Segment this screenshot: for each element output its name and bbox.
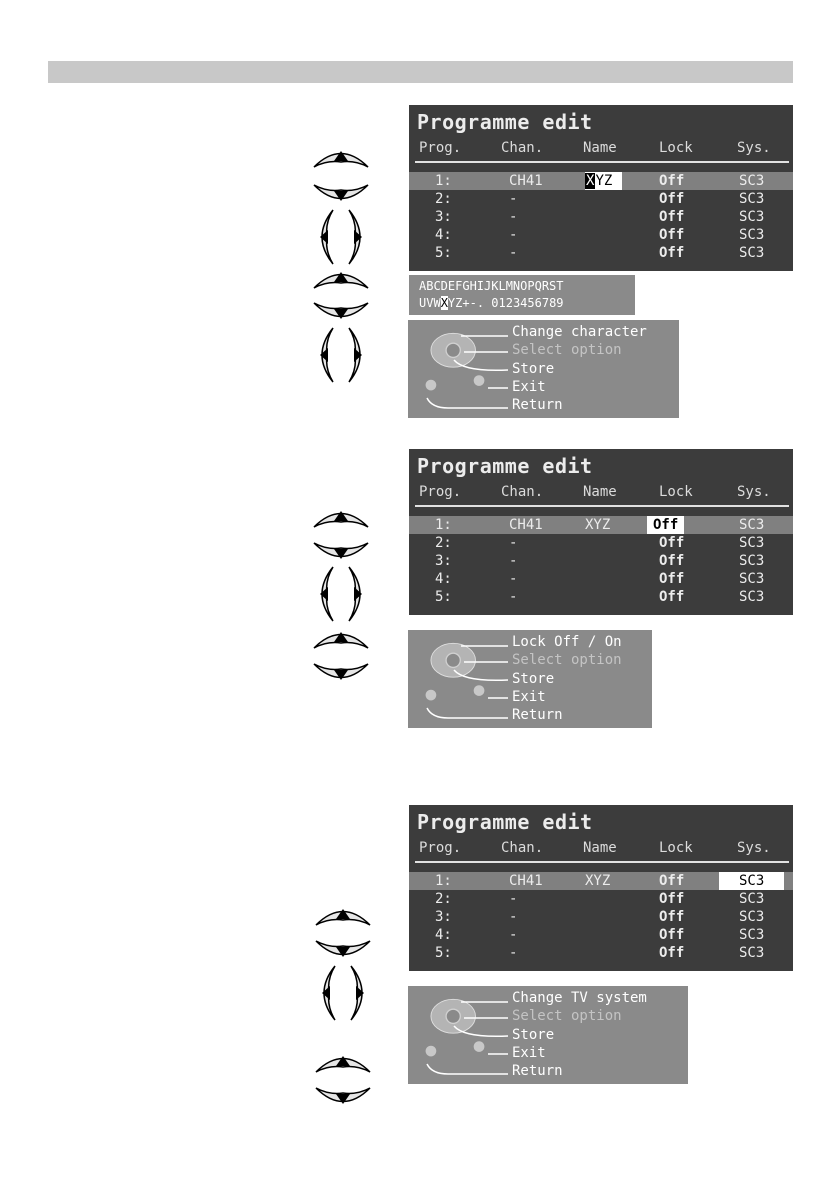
- row-chan: -: [509, 891, 518, 907]
- row-prog: 2:: [435, 891, 452, 907]
- programme-row-selected[interactable]: [409, 872, 793, 890]
- programme-row[interactable]: [409, 944, 793, 962]
- row-lock: Off: [659, 209, 685, 225]
- row-chan: CH41: [509, 173, 543, 189]
- down-arrow-icon[interactable]: [311, 178, 371, 208]
- row-lock: Off: [659, 891, 685, 907]
- help-return: Return: [512, 707, 563, 723]
- row-chan: -: [509, 535, 518, 551]
- remote-help-diagram: [408, 630, 518, 728]
- row-sys: SC3: [739, 927, 765, 943]
- programme-row[interactable]: [409, 588, 793, 606]
- help-store: Store: [512, 671, 555, 687]
- row-prog: 3:: [435, 209, 452, 225]
- help-store: Store: [512, 1027, 555, 1043]
- row-prog: 2:: [435, 191, 452, 207]
- row-prog: 5:: [435, 245, 452, 261]
- help-select: Select option: [512, 652, 622, 668]
- row-sys: SC3: [739, 245, 765, 261]
- name-field-selected[interactable]: [585, 172, 622, 190]
- programme-row[interactable]: [409, 570, 793, 588]
- help-exit: Exit: [512, 1045, 546, 1061]
- help-exit: Exit: [512, 689, 546, 705]
- row-prog: 1:: [435, 873, 452, 889]
- header-chan: Chan.: [501, 840, 544, 856]
- header-divider: [415, 505, 789, 507]
- header-prog: Prog.: [419, 840, 462, 856]
- osd-title: Programme edit: [417, 454, 593, 478]
- row-lock: Off: [659, 945, 685, 961]
- header-chan: Chan.: [501, 484, 544, 500]
- remote-help-diagram: [408, 320, 518, 418]
- row-lock: Off: [659, 173, 685, 189]
- down-arrow-icon[interactable]: [311, 296, 371, 326]
- row-sys: SC3: [739, 209, 765, 225]
- row-lock: Off: [659, 553, 685, 569]
- down-arrow-icon[interactable]: [313, 934, 373, 964]
- programme-row[interactable]: [409, 208, 793, 226]
- row-chan: -: [509, 571, 518, 587]
- left-right-arrow-icon[interactable]: [311, 207, 371, 267]
- header-lock: Lock: [659, 140, 693, 156]
- charset-after: YZ+-. 0123456789: [447, 296, 564, 310]
- row-chan: -: [509, 589, 518, 605]
- up-arrow-icon[interactable]: [313, 1049, 373, 1079]
- row-sys: SC3: [739, 891, 765, 907]
- row-lock: Off: [659, 873, 685, 889]
- programme-row-selected[interactable]: [409, 516, 793, 534]
- row-prog: 4:: [435, 227, 452, 243]
- header-name: Name: [583, 484, 617, 500]
- programme-row-selected[interactable]: [409, 172, 793, 190]
- help-store: Store: [512, 361, 555, 377]
- help-panel: [408, 986, 688, 1084]
- header-sys: Sys.: [737, 484, 771, 500]
- row-prog: 4:: [435, 571, 452, 587]
- cursor-char: X: [586, 173, 595, 189]
- help-select: Select option: [512, 1008, 622, 1024]
- row-lock: Off: [659, 227, 685, 243]
- row-sys: SC3: [739, 227, 765, 243]
- name-rest: YZ: [595, 173, 613, 189]
- row-prog: 4:: [435, 927, 452, 943]
- remote-help-diagram: [408, 986, 518, 1084]
- header-sys: Sys.: [737, 140, 771, 156]
- up-arrow-icon[interactable]: [311, 265, 371, 295]
- row-sys: SC3: [739, 571, 765, 587]
- row-sys: SC3: [739, 945, 765, 961]
- column-headers: [409, 839, 793, 857]
- row-chan: CH41: [509, 517, 543, 533]
- column-headers: [409, 483, 793, 501]
- help-action: Change character: [512, 324, 647, 340]
- down-arrow-icon[interactable]: [311, 657, 371, 687]
- row-chan: -: [509, 945, 518, 961]
- row-lock: Off: [659, 909, 685, 925]
- osd-title: Programme edit: [417, 110, 593, 134]
- up-arrow-icon[interactable]: [311, 504, 371, 534]
- osd-screen-name-edit: [409, 105, 793, 271]
- row-lock: Off: [659, 589, 685, 605]
- header-prog: Prog.: [419, 484, 462, 500]
- row-chan: -: [509, 909, 518, 925]
- up-arrow-icon[interactable]: [311, 144, 371, 174]
- row-chan: -: [509, 245, 518, 261]
- header-prog: Prog.: [419, 140, 462, 156]
- help-exit: Exit: [512, 379, 546, 395]
- header-lock: Lock: [659, 484, 693, 500]
- programme-row[interactable]: [409, 890, 793, 908]
- help-return: Return: [512, 1063, 563, 1079]
- help-action: Change TV system: [512, 990, 647, 1006]
- header-name: Name: [583, 140, 617, 156]
- selected-character[interactable]: X: [440, 296, 448, 310]
- character-picker[interactable]: [409, 275, 635, 315]
- row-prog: 5:: [435, 945, 452, 961]
- row-prog: 1:: [435, 517, 452, 533]
- column-headers: [409, 139, 793, 157]
- row-prog: 3:: [435, 553, 452, 569]
- row-prog: 3:: [435, 909, 452, 925]
- help-return: Return: [512, 397, 563, 413]
- help-action: Lock Off / On: [512, 634, 622, 650]
- programme-row[interactable]: [409, 244, 793, 262]
- programme-row[interactable]: [409, 908, 793, 926]
- row-lock: Off: [659, 571, 685, 587]
- down-arrow-icon[interactable]: [313, 1081, 373, 1111]
- row-sys: SC3: [739, 517, 765, 533]
- row-name: XYZ: [585, 873, 611, 889]
- programme-row[interactable]: [409, 190, 793, 208]
- up-arrow-icon[interactable]: [313, 902, 373, 932]
- row-sys: SC3: [739, 589, 765, 605]
- left-right-arrow-icon[interactable]: [311, 564, 371, 624]
- left-right-arrow-icon[interactable]: [313, 963, 373, 1023]
- up-arrow-icon[interactable]: [311, 625, 371, 655]
- programme-row[interactable]: [409, 534, 793, 552]
- row-lock: Off: [659, 191, 685, 207]
- row-prog: 5:: [435, 589, 452, 605]
- osd-screen-system-edit: [409, 805, 793, 971]
- row-lock: Off: [659, 245, 685, 261]
- header-sys: Sys.: [737, 840, 771, 856]
- row-lock: Off: [659, 927, 685, 943]
- lock-field-selected[interactable]: Off: [647, 516, 684, 534]
- system-field-selected[interactable]: SC3: [719, 872, 784, 890]
- row-chan: -: [509, 191, 518, 207]
- charset-before: UVW: [419, 296, 441, 310]
- osd-screen-lock-edit: [409, 449, 793, 615]
- help-select: Select option: [512, 342, 622, 358]
- row-name: XYZ: [585, 517, 611, 533]
- left-right-arrow-icon[interactable]: [311, 325, 371, 385]
- row-chan: -: [509, 227, 518, 243]
- row-lock: Off: [659, 535, 685, 551]
- row-sys: SC3: [739, 191, 765, 207]
- header-chan: Chan.: [501, 140, 544, 156]
- row-chan: -: [509, 209, 518, 225]
- osd-title: Programme edit: [417, 810, 593, 834]
- row-sys: SC3: [739, 173, 765, 189]
- help-panel: [408, 630, 652, 728]
- row-chan: -: [509, 927, 518, 943]
- help-panel: [408, 320, 679, 418]
- row-chan: CH41: [509, 873, 543, 889]
- programme-row[interactable]: [409, 552, 793, 570]
- programme-row[interactable]: [409, 926, 793, 944]
- programme-row[interactable]: [409, 226, 793, 244]
- header-lock: Lock: [659, 840, 693, 856]
- row-sys: SC3: [739, 535, 765, 551]
- row-prog: 1:: [435, 173, 452, 189]
- header-bar: [48, 61, 793, 83]
- down-arrow-icon[interactable]: [311, 536, 371, 566]
- header-divider: [415, 161, 789, 163]
- row-sys: SC3: [739, 909, 765, 925]
- row-chan: -: [509, 553, 518, 569]
- row-prog: 2:: [435, 535, 452, 551]
- header-name: Name: [583, 840, 617, 856]
- row-sys: SC3: [739, 553, 765, 569]
- charset-line-1: ABCDEFGHIJKLMNOPQRST: [419, 279, 564, 293]
- header-divider: [415, 861, 789, 863]
